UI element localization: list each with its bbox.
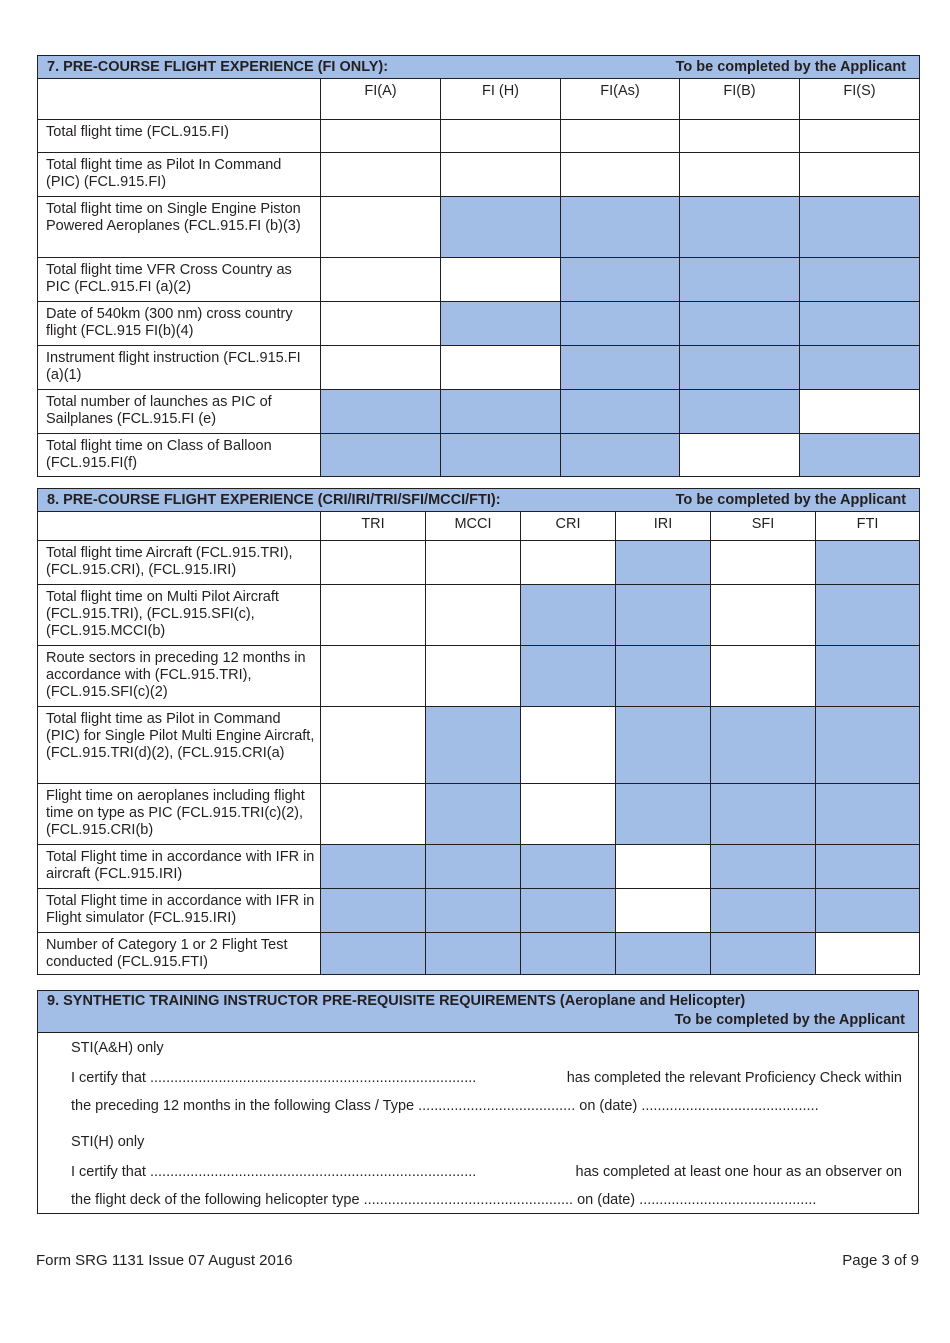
shaded-cell <box>521 585 616 646</box>
shaded-cell <box>680 390 800 434</box>
table-row <box>38 258 920 302</box>
row-label: Total flight time on Single Engine Piston Powered Aeroplanes (FCL.915.FI (b)(3) <box>38 197 321 258</box>
section-8-table <box>37 488 920 975</box>
shaded-cell <box>426 707 521 784</box>
row-label: Total Flight time in accordance with IFR in aircraft (FCL.915.IRI) <box>38 845 321 889</box>
shaded-cell <box>321 390 441 434</box>
entry-cell[interactable] <box>321 302 441 346</box>
shaded-cell <box>680 258 800 302</box>
shaded-cell <box>711 889 816 933</box>
shaded-cell <box>441 390 561 434</box>
entry-cell[interactable] <box>680 434 800 477</box>
entry-cell[interactable] <box>711 541 816 585</box>
shaded-cell <box>816 585 920 646</box>
shaded-cell <box>561 434 680 477</box>
table-row <box>38 120 920 153</box>
entry-cell[interactable] <box>711 646 816 707</box>
column-header: MCCI <box>426 512 521 541</box>
row-label: Total flight time (FCL.915.FI) <box>38 120 321 153</box>
column-header: FTI <box>816 512 920 541</box>
section-7-corner <box>38 79 321 120</box>
shaded-cell <box>441 302 561 346</box>
shaded-cell <box>816 707 920 784</box>
table-row <box>38 585 920 646</box>
shaded-cell <box>616 933 711 975</box>
row-label: Total flight time on Class of Balloon (FCL.915.FI(f) <box>38 434 321 477</box>
section-7 <box>37 55 919 477</box>
sti-h-helicopter-type-date-line[interactable]: the flight deck of the following helicopter type .................................................... on (date) ............................................ <box>71 1192 817 1208</box>
shaded-cell <box>441 434 561 477</box>
shaded-cell <box>321 933 426 975</box>
shaded-cell <box>426 889 521 933</box>
shaded-cell <box>321 889 426 933</box>
entry-cell[interactable] <box>441 120 561 153</box>
shaded-cell <box>816 646 920 707</box>
entry-cell[interactable] <box>816 933 920 975</box>
shaded-cell <box>426 933 521 975</box>
entry-cell[interactable] <box>321 707 426 784</box>
entry-cell[interactable] <box>321 153 441 197</box>
row-label: Route sectors in preceding 12 months in accordance with (FCL.915.TRI), (FCL.915.SFI(c)(2) <box>38 646 321 707</box>
shaded-cell <box>711 933 816 975</box>
shaded-cell <box>616 784 711 845</box>
column-header: FI(B) <box>680 79 800 120</box>
sti-ah-certify-name-field[interactable]: I certify that ................................................................................. <box>71 1070 477 1086</box>
table-row <box>38 197 920 258</box>
entry-cell[interactable] <box>800 153 920 197</box>
table-row <box>38 933 920 975</box>
shaded-cell <box>321 845 426 889</box>
shaded-cell <box>441 197 561 258</box>
shaded-cell <box>616 541 711 585</box>
entry-cell[interactable] <box>321 784 426 845</box>
column-header: FI (H) <box>441 79 561 120</box>
entry-cell[interactable] <box>711 585 816 646</box>
entry-cell[interactable] <box>441 346 561 390</box>
shaded-cell <box>680 346 800 390</box>
table-row <box>38 784 920 845</box>
shaded-cell <box>800 302 920 346</box>
entry-cell[interactable] <box>321 646 426 707</box>
entry-cell[interactable] <box>426 646 521 707</box>
shaded-cell <box>680 197 800 258</box>
sti-ah-certify-text: has completed the relevant Proficiency Check within <box>566 1070 902 1086</box>
row-label: Instrument flight instruction (FCL.915.FI (a)(1) <box>38 346 321 390</box>
shaded-cell <box>616 646 711 707</box>
shaded-cell <box>426 784 521 845</box>
section-7-table <box>37 55 920 477</box>
shaded-cell <box>616 707 711 784</box>
table-row <box>38 541 920 585</box>
shaded-cell <box>321 434 441 477</box>
shaded-cell <box>816 889 920 933</box>
sti-h-heading: STI(H) only <box>71 1134 145 1150</box>
shaded-cell <box>561 197 680 258</box>
entry-cell[interactable] <box>426 541 521 585</box>
shaded-cell <box>561 390 680 434</box>
shaded-cell <box>680 302 800 346</box>
entry-cell[interactable] <box>321 197 441 258</box>
section-9-header <box>38 991 918 1033</box>
section-8-title: 8. PRE-COURSE FLIGHT EXPERIENCE (CRI/IRI/TRI/SFI/MCCI/FTI): <box>47 492 501 508</box>
sti-ah-class-type-date-line[interactable]: the preceding 12 months in the following Class / Type ....................................... on (date) ............................................ <box>71 1098 819 1114</box>
table-row <box>38 707 920 784</box>
section-9 <box>37 990 919 1214</box>
row-label: Total flight time VFR Cross Country as PIC (FCL.915.FI (a)(2) <box>38 258 321 302</box>
row-label: Total flight time on Multi Pilot Aircraft (FCL.915.TRI), (FCL.915.SFI(c), (FCL.915.MCCI(b) <box>38 585 321 646</box>
entry-cell[interactable] <box>800 390 920 434</box>
entry-cell[interactable] <box>800 120 920 153</box>
shaded-cell <box>561 258 680 302</box>
shaded-cell <box>816 541 920 585</box>
section-8-note: To be completed by the Applicant <box>675 492 907 508</box>
entry-cell[interactable] <box>521 707 616 784</box>
shaded-cell <box>816 784 920 845</box>
table-row <box>38 153 920 197</box>
entry-cell[interactable] <box>426 585 521 646</box>
shaded-cell <box>800 258 920 302</box>
column-header: TRI <box>321 512 426 541</box>
shaded-cell <box>800 197 920 258</box>
entry-cell[interactable] <box>521 784 616 845</box>
column-header: CRI <box>521 512 616 541</box>
shaded-cell <box>426 845 521 889</box>
section-9-title: 9. SYNTHETIC TRAINING INSTRUCTOR PRE-REQUISITE REQUIREMENTS (Aeroplane and Helicopter) <box>47 993 746 1009</box>
entry-cell[interactable] <box>561 120 680 153</box>
entry-cell[interactable] <box>321 258 441 302</box>
section-7-title: 7. PRE-COURSE FLIGHT EXPERIENCE (FI ONLY): <box>47 59 389 75</box>
row-label: Flight time on aeroplanes including flight time on type as PIC (FCL.915.TRI(c)(2), (FCL.915.CRI(b) <box>38 784 321 845</box>
entry-cell[interactable] <box>441 153 561 197</box>
section-7-note: To be completed by the Applicant <box>675 59 907 75</box>
shaded-cell <box>561 302 680 346</box>
table-row <box>38 845 920 889</box>
shaded-cell <box>521 933 616 975</box>
entry-cell[interactable] <box>616 845 711 889</box>
entry-cell[interactable] <box>616 889 711 933</box>
entry-cell[interactable] <box>321 346 441 390</box>
row-label: Total flight time Aircraft (FCL.915.TRI), (FCL.915.CRI), (FCL.915.IRI) <box>38 541 321 585</box>
entry-cell[interactable] <box>321 120 441 153</box>
table-row <box>38 390 920 434</box>
entry-cell[interactable] <box>561 153 680 197</box>
row-label: Total number of launches as PIC of Sailplanes (FCL.915.FI (e) <box>38 390 321 434</box>
sti-h-certify-name-field[interactable]: I certify that ................................................................................. <box>71 1164 477 1180</box>
entry-cell[interactable] <box>680 153 800 197</box>
shaded-cell <box>711 845 816 889</box>
column-header: FI(A) <box>321 79 441 120</box>
section-8 <box>37 488 919 975</box>
page-number: Page 3 of 9 <box>842 1252 919 1269</box>
row-label: Total Flight time in accordance with IFR in Flight simulator (FCL.915.IRI) <box>38 889 321 933</box>
entry-cell[interactable] <box>321 585 426 646</box>
sti-h-certify-text: has completed at least one hour as an observer on <box>575 1164 902 1180</box>
row-label: Total flight time as Pilot in Command (PIC) for Single Pilot Multi Engine Aircraft, (FCL.915.TRI(d)(2), (FCL.915.CRI(a) <box>38 707 321 784</box>
column-header: FI(S) <box>800 79 920 120</box>
shaded-cell <box>521 889 616 933</box>
shaded-cell <box>521 845 616 889</box>
shaded-cell <box>616 585 711 646</box>
section-8-header <box>38 489 920 512</box>
column-header: FI(As) <box>561 79 680 120</box>
row-label: Total flight time as Pilot In Command (PIC) (FCL.915.FI) <box>38 153 321 197</box>
table-row <box>38 889 920 933</box>
table-row <box>38 302 920 346</box>
shaded-cell <box>800 434 920 477</box>
table-row <box>38 346 920 390</box>
column-header: SFI <box>711 512 816 541</box>
entry-cell[interactable] <box>680 120 800 153</box>
entry-cell[interactable] <box>441 258 561 302</box>
section-7-header <box>38 56 920 79</box>
shaded-cell <box>561 346 680 390</box>
form-reference: Form SRG 1131 Issue 07 August 2016 <box>36 1252 293 1269</box>
shaded-cell <box>800 346 920 390</box>
shaded-cell <box>521 646 616 707</box>
table-row <box>38 434 920 477</box>
row-label: Number of Category 1 or 2 Flight Test conducted (FCL.915.FTI) <box>38 933 321 975</box>
shaded-cell <box>711 784 816 845</box>
sti-ah-heading: STI(A&H) only <box>71 1040 164 1056</box>
entry-cell[interactable] <box>521 541 616 585</box>
section-9-note: To be completed by the Applicant <box>674 1012 905 1028</box>
shaded-cell <box>816 845 920 889</box>
table-row <box>38 646 920 707</box>
entry-cell[interactable] <box>321 541 426 585</box>
column-header: IRI <box>616 512 711 541</box>
section-8-corner <box>38 512 321 541</box>
row-label: Date of 540km (300 nm) cross country flight (FCL.915 FI(b)(4) <box>38 302 321 346</box>
shaded-cell <box>711 707 816 784</box>
